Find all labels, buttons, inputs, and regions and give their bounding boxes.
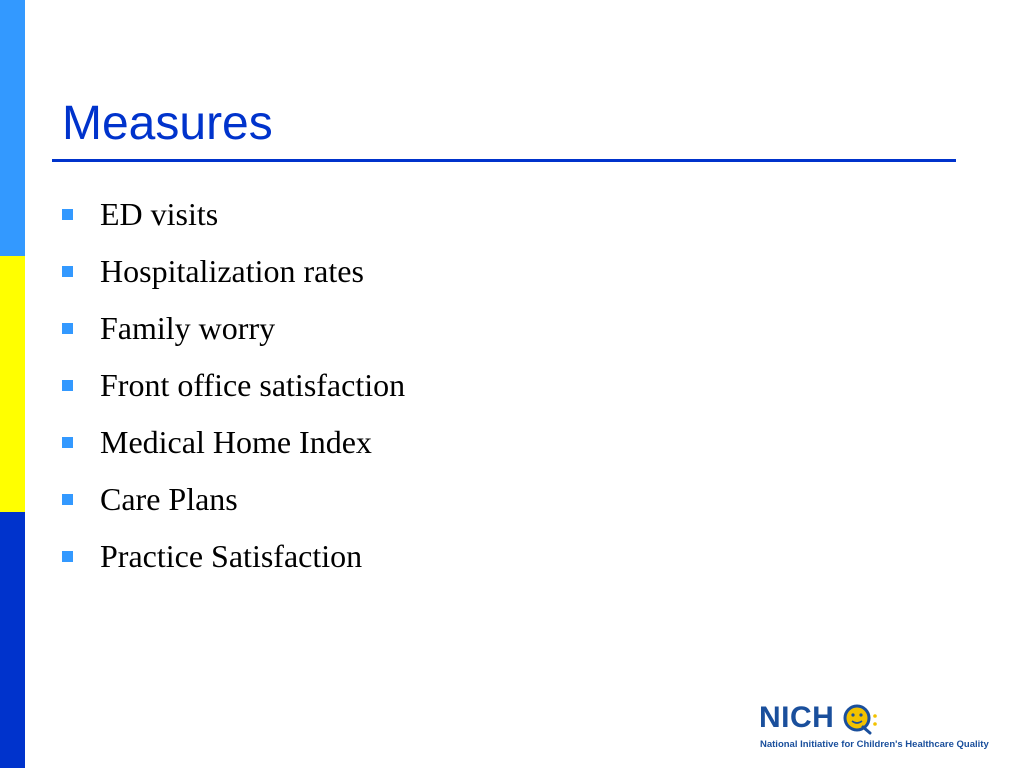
square-bullet-icon: [62, 551, 73, 562]
bullet-text: Hospitalization rates: [100, 253, 364, 289]
square-bullet-icon: [62, 437, 73, 448]
bullet-item: [62, 243, 405, 300]
bullet-item: [62, 186, 405, 243]
bullet-text: Front office satisfaction: [100, 367, 406, 403]
bullet-text: Practice Satisfaction: [100, 538, 363, 574]
bullet-item: [62, 471, 405, 528]
bullet-text: Care Plans: [100, 481, 238, 517]
bullet-text: Family worry: [100, 310, 276, 346]
bullet-item: [62, 300, 405, 357]
square-bullet-icon: [62, 494, 73, 505]
side-stripe-dark-blue: [0, 512, 25, 768]
bullet-item: [62, 414, 405, 471]
logo-q-icon: [842, 702, 882, 736]
logo-wordmark: NICH: [759, 701, 835, 734]
bullet-item: [62, 357, 405, 414]
square-bullet-icon: [62, 209, 73, 220]
slide-title: Measures: [62, 97, 273, 150]
side-stripe-blue: [0, 0, 25, 256]
square-bullet-icon: [62, 266, 73, 277]
nichq-logo: [756, 700, 989, 756]
title-underline: [52, 159, 956, 162]
bullet-list: [62, 186, 405, 585]
square-bullet-icon: [62, 380, 73, 391]
bullet-item: [62, 528, 405, 585]
square-bullet-icon: [62, 323, 73, 334]
logo-tagline: National Initiative for Children's Healthcare Quality: [760, 739, 989, 750]
bullet-text: Medical Home Index: [100, 424, 372, 460]
bullet-text: ED visits: [100, 196, 219, 232]
side-stripe-yellow: [0, 256, 25, 512]
